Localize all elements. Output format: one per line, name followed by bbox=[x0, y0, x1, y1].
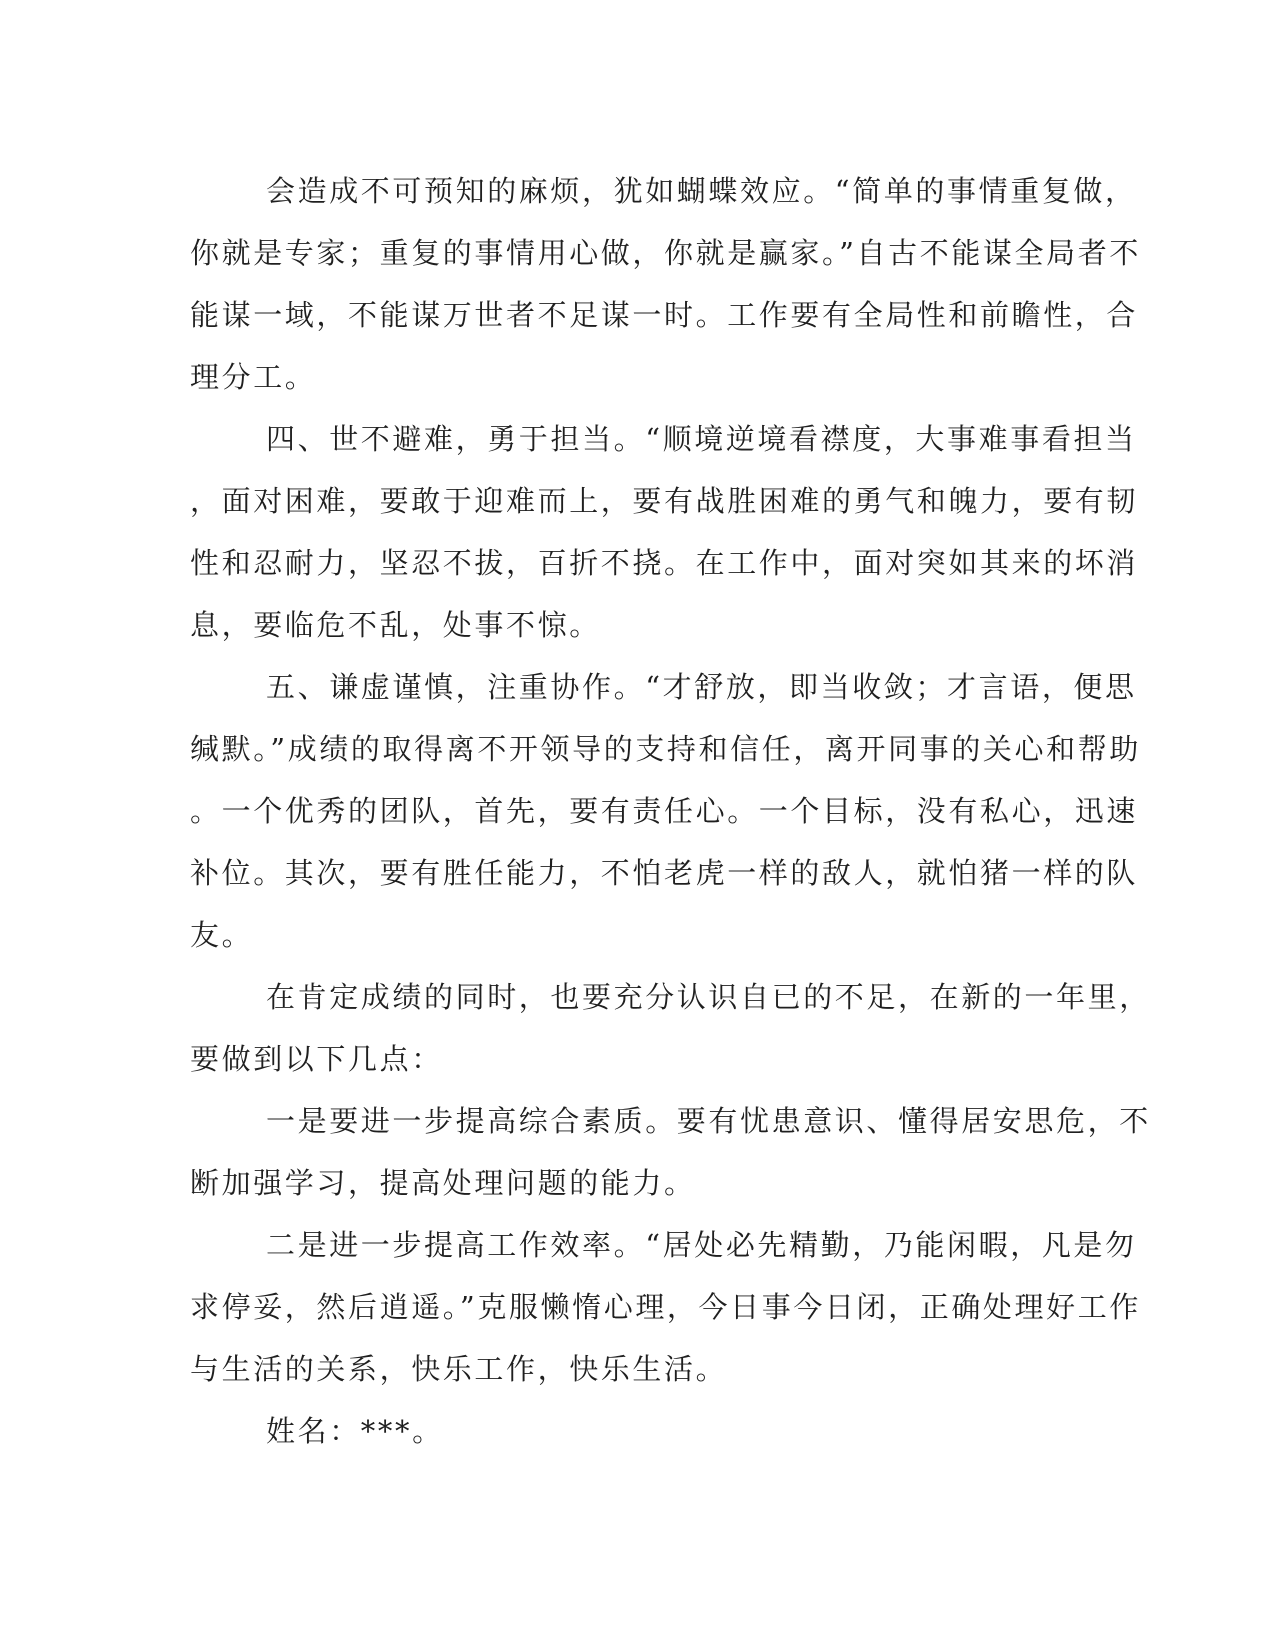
text-line: 二是进一步提高工作效率。“居处必先精勤，乃能闲暇，凡是勿 bbox=[266, 1228, 1137, 1262]
document-body bbox=[190, 160, 1151, 1462]
text-line: 一是要进一步提高综合素质。要有忧患意识、懂得居安思危，不 bbox=[266, 1104, 1151, 1138]
text-line: 你就是专家；重复的事情用心做，你就是赢家。”自古不能谋全局者不 bbox=[190, 236, 1141, 270]
text-line: 求停妥，然后逍遥。”克服懒惰心理，今日事今日闭，正确处理好工作 bbox=[190, 1290, 1141, 1324]
text-line: 在肯定成绩的同时，也要充分认识自已的不足，在新的一年里， bbox=[266, 980, 1151, 1014]
text-line: ，面对困难，要敢于迎难而上，要有战胜困难的勇气和魄力，要有韧 bbox=[190, 484, 1139, 518]
text-line: 能谋一域，不能谋万世者不足谋一时。工作要有全局性和前瞻性，合 bbox=[190, 298, 1139, 332]
text-line: 与生活的关系，快乐工作，快乐生活。 bbox=[190, 1352, 728, 1386]
text-line: 理分工。 bbox=[190, 360, 317, 394]
text-line: 补位。其次，要有胜任能力，不怕老虎一样的敌人，就怕猪一样的队 bbox=[190, 856, 1139, 890]
paragraph-goal-two bbox=[190, 1214, 1141, 1400]
paragraph-butterfly-effect bbox=[190, 160, 1141, 408]
paragraph-point-five bbox=[190, 656, 1141, 966]
text-line: 缄默。”成绩的取得离不开领导的支持和信任，离开同事的关心和帮助 bbox=[190, 732, 1141, 766]
paragraph-shortcomings bbox=[190, 966, 1151, 1090]
text-line: 四、世不避难，勇于担当。“顺境逆境看襟度，大事难事看担当 bbox=[266, 422, 1137, 456]
text-line: 会造成不可预知的麻烦，犹如蝴蝶效应。“简单的事情重复做， bbox=[266, 174, 1137, 208]
paragraph-signature bbox=[190, 1400, 1090, 1462]
text-line: 友。 bbox=[190, 918, 254, 952]
paragraph-point-four bbox=[190, 408, 1139, 656]
text-line: 。一个优秀的团队，首先，要有责任心。一个目标，没有私心，迅速 bbox=[190, 794, 1139, 828]
paragraph-goal-one bbox=[190, 1090, 1151, 1214]
text-line: 息，要临危不乱，处事不惊。 bbox=[190, 608, 601, 642]
text-line: 性和忍耐力，坚忍不拔，百折不挠。在工作中，面对突如其来的坏消 bbox=[190, 546, 1139, 580]
text-line: 五、谦虚谨慎，注重协作。“才舒放，即当收敛；才言语，便思 bbox=[266, 670, 1137, 704]
signature-name-line: 姓名：***。 bbox=[266, 1414, 444, 1448]
text-line: 断加强学习，提高处理问题的能力。 bbox=[190, 1166, 696, 1200]
text-line: 要做到以下几点： bbox=[190, 1042, 443, 1076]
